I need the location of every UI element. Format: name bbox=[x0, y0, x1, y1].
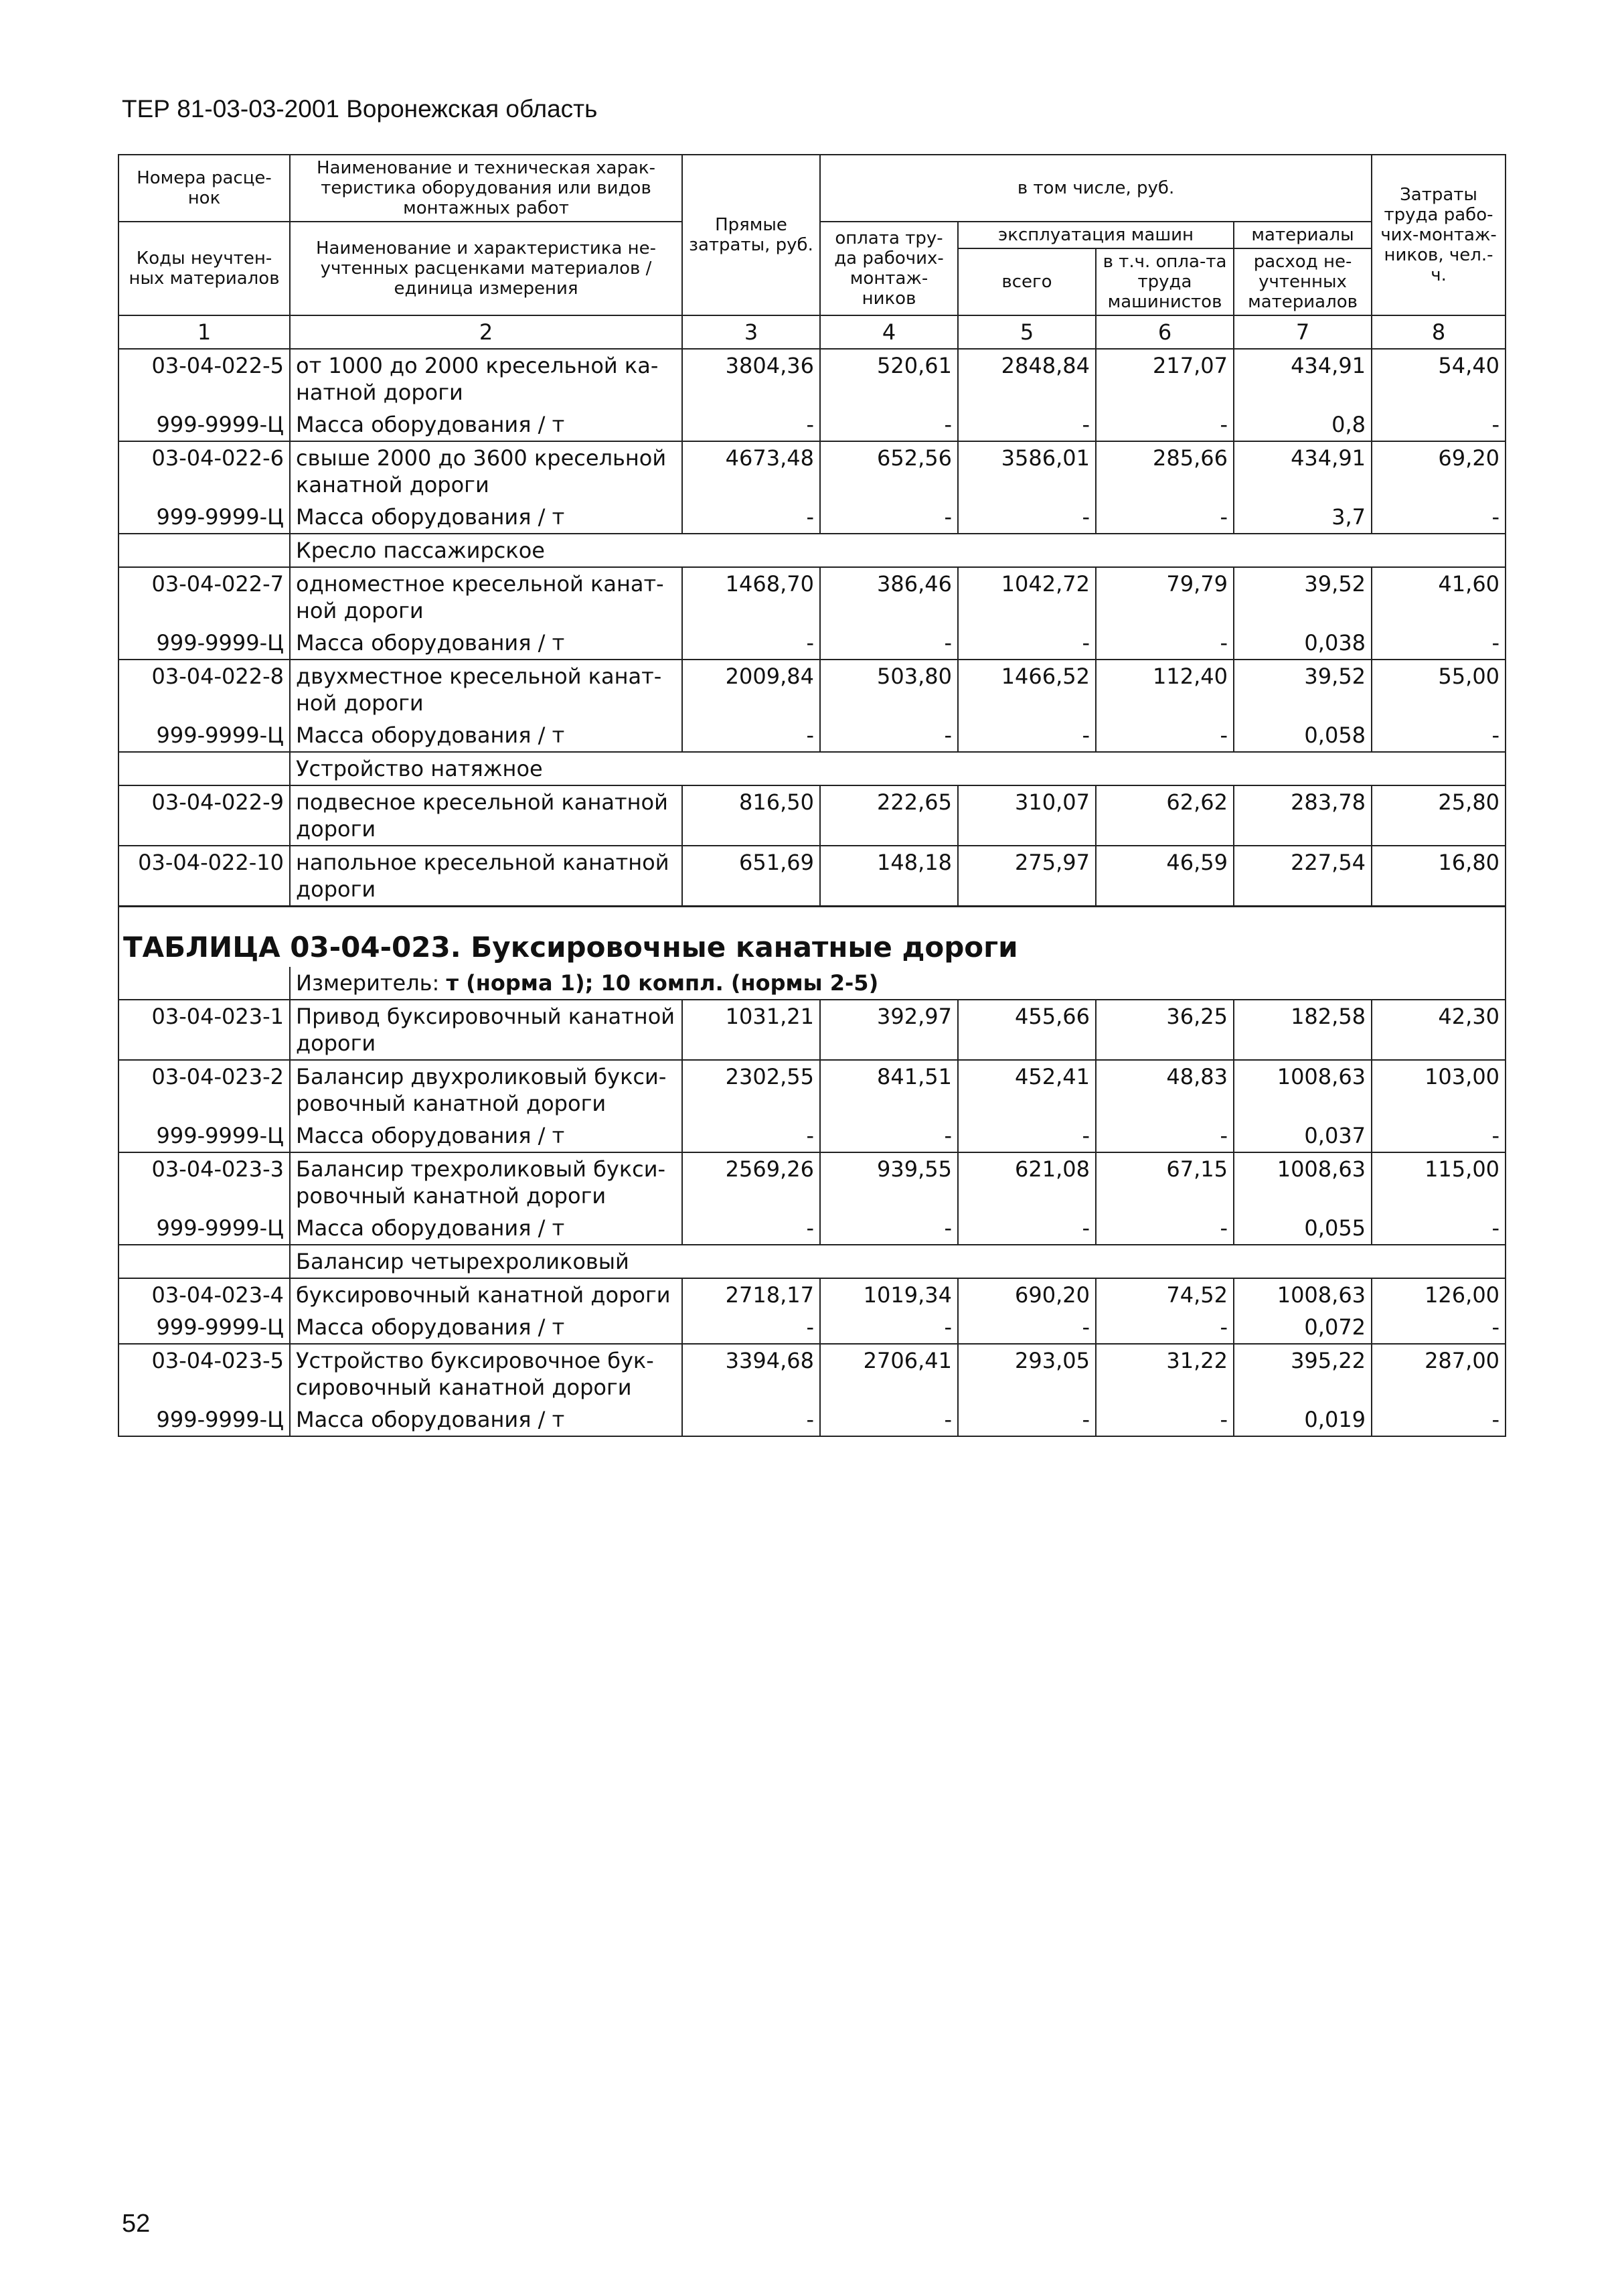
value-cell: 652,56 bbox=[820, 441, 958, 501]
column-numbers-row bbox=[118, 315, 1506, 349]
value-cell: - bbox=[1372, 719, 1506, 752]
value-cell: 39,52 bbox=[1234, 567, 1372, 627]
column-number: 4 bbox=[820, 315, 958, 349]
rate-code: 03-04-022-10 bbox=[118, 846, 290, 907]
rate-name: Масса оборудования / т bbox=[290, 719, 682, 752]
rate-code: 03-04-023-4 bbox=[118, 1278, 290, 1311]
page-number: 52 bbox=[122, 2210, 151, 2238]
header-machines: эксплуатация машин bbox=[958, 222, 1234, 248]
value-cell: 939,55 bbox=[820, 1152, 958, 1212]
value-cell: 1031,21 bbox=[682, 1000, 820, 1060]
value-cell: 0,037 bbox=[1234, 1120, 1372, 1152]
value-cell: - bbox=[1096, 1120, 1234, 1152]
section-c bbox=[118, 785, 1506, 907]
value-cell: 0,072 bbox=[1234, 1311, 1372, 1344]
value-cell: 503,80 bbox=[820, 660, 958, 719]
value-cell: - bbox=[682, 408, 820, 441]
value-cell: 54,40 bbox=[1372, 349, 1506, 408]
value-cell: 48,83 bbox=[1096, 1060, 1234, 1120]
value-cell: - bbox=[820, 1403, 958, 1436]
value-cell: 3394,68 bbox=[682, 1344, 820, 1403]
value-cell: - bbox=[958, 1212, 1096, 1245]
material-row bbox=[118, 1311, 1506, 1344]
value-cell: 36,25 bbox=[1096, 1000, 1234, 1060]
header-direct-costs: Прямые затраты, руб. bbox=[682, 155, 820, 315]
rate-row bbox=[118, 567, 1506, 627]
value-cell: 816,50 bbox=[682, 785, 820, 846]
value-cell: 2718,17 bbox=[682, 1278, 820, 1311]
value-cell: 293,05 bbox=[958, 1344, 1096, 1403]
rate-name: Масса оборудования / т bbox=[290, 627, 682, 660]
rate-code: 03-04-022-7 bbox=[118, 567, 290, 627]
value-cell: 3586,01 bbox=[958, 441, 1096, 501]
material-row bbox=[118, 408, 1506, 441]
value-cell: - bbox=[820, 719, 958, 752]
value-cell: 0,8 bbox=[1234, 408, 1372, 441]
header-machines-total: всего bbox=[958, 248, 1096, 315]
value-cell: 4673,48 bbox=[682, 441, 820, 501]
rate-code: 999-9999-Ц bbox=[118, 1120, 290, 1152]
value-cell: - bbox=[682, 627, 820, 660]
value-cell: - bbox=[1372, 1120, 1506, 1152]
table-title: ТАБЛИЦА 03-04-023. Буксировочные канатные дороги bbox=[123, 931, 1018, 964]
value-cell: 455,66 bbox=[958, 1000, 1096, 1060]
value-cell: 2706,41 bbox=[820, 1344, 958, 1403]
value-cell: - bbox=[1096, 408, 1234, 441]
group-heading: Кресло пассажирское bbox=[290, 534, 1506, 567]
value-cell: 126,00 bbox=[1372, 1278, 1506, 1311]
rate-code: 03-04-022-5 bbox=[118, 349, 290, 408]
rate-code: 999-9999-Ц bbox=[118, 627, 290, 660]
rate-name: буксировочный канатной дороги bbox=[290, 1278, 682, 1311]
section-b bbox=[118, 567, 1506, 752]
header-codes-bottom: Коды неучтен-ных материалов bbox=[118, 222, 290, 315]
value-cell: 2569,26 bbox=[682, 1152, 820, 1212]
value-cell: 31,22 bbox=[1096, 1344, 1234, 1403]
value-cell: - bbox=[1096, 501, 1234, 534]
value-cell: - bbox=[1096, 719, 1234, 752]
value-cell: - bbox=[958, 1311, 1096, 1344]
column-number: 5 bbox=[958, 315, 1096, 349]
rate-name: Привод буксировочный канатной дороги bbox=[290, 1000, 682, 1060]
value-cell: 55,00 bbox=[1372, 660, 1506, 719]
header-labor: Затраты труда рабо-чих-монтаж-ников, чел.-ч. bbox=[1372, 155, 1506, 315]
value-cell: 434,91 bbox=[1234, 441, 1372, 501]
rate-name: Балансир двухроликовый букси-ровочный канатной дороги bbox=[290, 1060, 682, 1120]
rate-row bbox=[118, 441, 1506, 501]
value-cell: 222,65 bbox=[820, 785, 958, 846]
value-cell: 74,52 bbox=[1096, 1278, 1234, 1311]
value-cell: - bbox=[958, 1120, 1096, 1152]
value-cell: 841,51 bbox=[820, 1060, 958, 1120]
group-heading: Балансир четырехроликовый bbox=[290, 1245, 1506, 1278]
value-cell: 392,97 bbox=[820, 1000, 958, 1060]
header-codes-top: Номера расце-нок bbox=[118, 155, 290, 222]
column-number: 2 bbox=[290, 315, 682, 349]
value-cell: 285,66 bbox=[1096, 441, 1234, 501]
rate-name: одноместное кресельной канат-ной дороги bbox=[290, 567, 682, 627]
rate-name: подвесное кресельной канатной дороги bbox=[290, 785, 682, 846]
rate-name: Масса оборудования / т bbox=[290, 501, 682, 534]
value-cell: - bbox=[1372, 627, 1506, 660]
material-row bbox=[118, 1212, 1506, 1245]
rate-name: Масса оборудования / т bbox=[290, 1403, 682, 1436]
rate-name: двухместное кресельной канат-ной дороги bbox=[290, 660, 682, 719]
rate-name: Масса оборудования / т bbox=[290, 408, 682, 441]
table-title-row bbox=[118, 907, 1506, 968]
value-cell: 39,52 bbox=[1234, 660, 1372, 719]
value-cell: - bbox=[958, 408, 1096, 441]
value-cell: 0,038 bbox=[1234, 627, 1372, 660]
material-row bbox=[118, 1120, 1506, 1152]
header-name-bottom: Наименование и характеристика не-учтенных расценками материалов / единица измерения bbox=[290, 222, 682, 315]
value-cell: - bbox=[1372, 501, 1506, 534]
group-row bbox=[118, 1245, 1506, 1278]
rate-code: 03-04-022-6 bbox=[118, 441, 290, 501]
column-number: 8 bbox=[1372, 315, 1506, 349]
value-cell: 25,80 bbox=[1372, 785, 1506, 846]
value-cell: - bbox=[1096, 1403, 1234, 1436]
header-including: в том числе, руб. bbox=[820, 155, 1372, 222]
rate-code: 999-9999-Ц bbox=[118, 1311, 290, 1344]
header-machines-wages: в т.ч. опла-та труда машинистов bbox=[1096, 248, 1234, 315]
header-name-top: Наименование и техническая харак-теристика оборудования или видов монтажных работ bbox=[290, 155, 682, 222]
rate-row bbox=[118, 1000, 1506, 1060]
value-cell: - bbox=[682, 501, 820, 534]
value-cell: - bbox=[1372, 1403, 1506, 1436]
value-cell: - bbox=[958, 1403, 1096, 1436]
rate-code: 999-9999-Ц bbox=[118, 719, 290, 752]
value-cell: 42,30 bbox=[1372, 1000, 1506, 1060]
value-cell: - bbox=[1096, 627, 1234, 660]
value-cell: 62,62 bbox=[1096, 785, 1234, 846]
material-row bbox=[118, 627, 1506, 660]
value-cell: 520,61 bbox=[820, 349, 958, 408]
value-cell: 79,79 bbox=[1096, 567, 1234, 627]
value-cell: - bbox=[958, 719, 1096, 752]
material-row bbox=[118, 1403, 1506, 1436]
rate-row bbox=[118, 1060, 1506, 1120]
rate-row bbox=[118, 349, 1506, 408]
value-cell: 1466,52 bbox=[958, 660, 1096, 719]
material-row bbox=[118, 501, 1506, 534]
rate-name: Масса оборудования / т bbox=[290, 1311, 682, 1344]
value-cell: 690,20 bbox=[958, 1278, 1096, 1311]
value-cell: 275,97 bbox=[958, 846, 1096, 907]
value-cell: 112,40 bbox=[1096, 660, 1234, 719]
value-cell: - bbox=[1372, 1212, 1506, 1245]
value-cell: - bbox=[958, 501, 1096, 534]
rate-code: 03-04-023-3 bbox=[118, 1152, 290, 1212]
value-cell: - bbox=[1372, 1311, 1506, 1344]
value-cell: 0,058 bbox=[1234, 719, 1372, 752]
value-cell: 2848,84 bbox=[958, 349, 1096, 408]
rate-code: 03-04-023-5 bbox=[118, 1344, 290, 1403]
value-cell: 283,78 bbox=[1234, 785, 1372, 846]
value-cell: - bbox=[682, 1403, 820, 1436]
value-cell: - bbox=[820, 408, 958, 441]
value-cell: 452,41 bbox=[958, 1060, 1096, 1120]
rate-name: Масса оборудования / т bbox=[290, 1120, 682, 1152]
value-cell: 67,15 bbox=[1096, 1152, 1234, 1212]
value-cell: - bbox=[820, 1212, 958, 1245]
value-cell: - bbox=[1096, 1212, 1234, 1245]
value-cell: 41,60 bbox=[1372, 567, 1506, 627]
section-e bbox=[118, 1278, 1506, 1436]
value-cell: 287,00 bbox=[1372, 1344, 1506, 1403]
section-a bbox=[118, 349, 1506, 534]
value-cell: - bbox=[682, 1212, 820, 1245]
column-number: 3 bbox=[682, 315, 820, 349]
header-wages: оплата тру-да рабочих-монтаж-ников bbox=[820, 222, 958, 315]
value-cell: 1019,34 bbox=[820, 1278, 958, 1311]
value-cell: 2302,55 bbox=[682, 1060, 820, 1120]
rate-name: Балансир трехроликовый букси-ровочный канатной дороги bbox=[290, 1152, 682, 1212]
value-cell: - bbox=[820, 627, 958, 660]
value-cell: 434,91 bbox=[1234, 349, 1372, 408]
value-cell: 182,58 bbox=[1234, 1000, 1372, 1060]
column-number: 6 bbox=[1096, 315, 1234, 349]
value-cell: 1008,63 bbox=[1234, 1152, 1372, 1212]
value-cell: - bbox=[958, 627, 1096, 660]
rate-code: 999-9999-Ц bbox=[118, 408, 290, 441]
column-number: 1 bbox=[118, 315, 290, 349]
rate-code: 999-9999-Ц bbox=[118, 1403, 290, 1436]
value-cell: - bbox=[820, 501, 958, 534]
value-cell: - bbox=[1096, 1311, 1234, 1344]
value-cell: 651,69 bbox=[682, 846, 820, 907]
header-materials-sub: расход не-учтенных материалов bbox=[1234, 248, 1372, 315]
value-cell: - bbox=[682, 1311, 820, 1344]
rate-row bbox=[118, 785, 1506, 846]
value-cell: - bbox=[820, 1311, 958, 1344]
value-cell: 148,18 bbox=[820, 846, 958, 907]
material-row bbox=[118, 719, 1506, 752]
rate-row bbox=[118, 1152, 1506, 1212]
group-row bbox=[118, 752, 1506, 785]
value-cell: - bbox=[682, 719, 820, 752]
value-cell: 16,80 bbox=[1372, 846, 1506, 907]
rate-code: 03-04-022-8 bbox=[118, 660, 290, 719]
value-cell: 1008,63 bbox=[1234, 1278, 1372, 1311]
rate-row bbox=[118, 1344, 1506, 1403]
page-header: ТЕР 81-03-03-2001 Воронежская область bbox=[122, 95, 598, 123]
rate-row bbox=[118, 1278, 1506, 1311]
meter-row bbox=[118, 967, 1506, 1000]
rate-name: Масса оборудования / т bbox=[290, 1212, 682, 1245]
value-cell: 3,7 bbox=[1234, 501, 1372, 534]
group-heading: Устройство натяжное bbox=[290, 752, 1506, 785]
value-cell: 0,019 bbox=[1234, 1403, 1372, 1436]
value-cell: 0,055 bbox=[1234, 1212, 1372, 1245]
rate-name: свыше 2000 до 3600 кресельной канатной дороги bbox=[290, 441, 682, 501]
value-cell: 386,46 bbox=[820, 567, 958, 627]
rates-table bbox=[118, 154, 1506, 1437]
value-cell: 1042,72 bbox=[958, 567, 1096, 627]
value-cell: 46,59 bbox=[1096, 846, 1234, 907]
meter-value: т (норма 1); 10 компл. (нормы 2-5) bbox=[446, 970, 879, 996]
rate-code: 03-04-022-9 bbox=[118, 785, 290, 846]
rate-row bbox=[118, 660, 1506, 719]
column-number: 7 bbox=[1234, 315, 1372, 349]
meter-label: Измеритель: bbox=[296, 970, 440, 996]
rate-name: от 1000 до 2000 кресельной ка-натной дороги bbox=[290, 349, 682, 408]
value-cell: - bbox=[820, 1120, 958, 1152]
value-cell: 310,07 bbox=[958, 785, 1096, 846]
rate-code: 999-9999-Ц bbox=[118, 501, 290, 534]
value-cell: 3804,36 bbox=[682, 349, 820, 408]
rate-name: напольное кресельной канатной дороги bbox=[290, 846, 682, 907]
value-cell: 103,00 bbox=[1372, 1060, 1506, 1120]
rate-code: 999-9999-Ц bbox=[118, 1212, 290, 1245]
value-cell: 1468,70 bbox=[682, 567, 820, 627]
value-cell: - bbox=[1372, 408, 1506, 441]
rate-code: 03-04-023-1 bbox=[118, 1000, 290, 1060]
rate-name: Устройство буксировочное бук-сировочный канатной дороги bbox=[290, 1344, 682, 1403]
value-cell: 621,08 bbox=[958, 1152, 1096, 1212]
value-cell: 2009,84 bbox=[682, 660, 820, 719]
value-cell: 217,07 bbox=[1096, 349, 1234, 408]
value-cell: 69,20 bbox=[1372, 441, 1506, 501]
group-row bbox=[118, 534, 1506, 567]
value-cell: 1008,63 bbox=[1234, 1060, 1372, 1120]
value-cell: 395,22 bbox=[1234, 1344, 1372, 1403]
value-cell: 115,00 bbox=[1372, 1152, 1506, 1212]
rate-row bbox=[118, 846, 1506, 907]
value-cell: 227,54 bbox=[1234, 846, 1372, 907]
header-materials: материалы bbox=[1234, 222, 1372, 248]
value-cell: - bbox=[682, 1120, 820, 1152]
rate-code: 03-04-023-2 bbox=[118, 1060, 290, 1120]
section-d bbox=[118, 1000, 1506, 1245]
